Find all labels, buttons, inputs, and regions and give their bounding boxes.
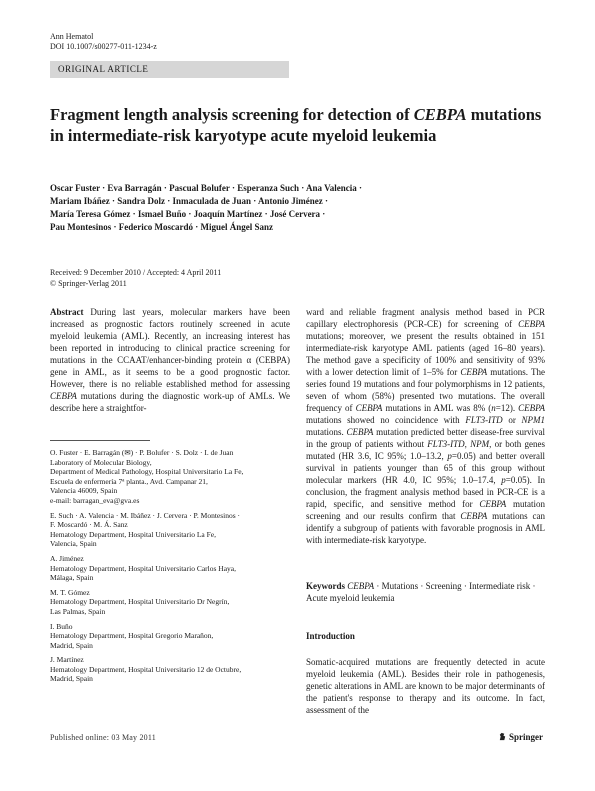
affiliation-line: e-mail: barragan_eva@gva.es [50,495,140,505]
affiliation-entry [50,511,290,549]
affiliation-line: Málaga, Spain [50,573,94,583]
affiliation-entry [50,588,290,617]
received-accepted: Received: 9 December 2010 / Accepted: 4 April 2011 [50,268,222,277]
affiliations [50,448,290,689]
publisher-name: Springer [509,732,544,742]
affiliation-line: Hematology Department, Hospital Universitario Dr Negrín, [50,597,230,607]
section-tag: ORIGINAL ARTICLE [50,61,289,78]
springer-horse-icon [498,732,507,741]
affiliation-line: Escuela de enfermería 7ª planta., Avd. Campanar 21, [50,476,208,486]
affiliation-line: Hematology Department, Hospital Gregorio Marañon, [50,631,214,641]
published-online: Published online: 03 May 2011 [50,733,156,742]
introduction-text: Somatic-acquired mutations are frequently detected in acute myeloid leukemia (AML). Besides their role in pathogenesis, genetic alterations in AML are known to be major determinants of the patient's response to therapy and its outcome. In fact, assessment of the [306,657,545,715]
publisher-logo [498,732,543,742]
affiliation-entry [50,554,290,583]
article-title [50,104,550,146]
author-list [50,182,550,234]
doi: DOI 10.1007/s00277-011-1234-z [50,42,157,51]
affiliation-line: I. Buño [50,621,73,631]
affiliation-line: Madrid, Spain [50,640,93,650]
author-line: Pau Montesinos · Federico Moscardó · Miguel Ángel Sanz [50,222,273,232]
affiliation-line: J. Martínez [50,655,84,665]
affiliation-line: A. Jiménez [50,553,84,563]
abstract-right: ward and reliable fragment analysis method based in PCR capillary electrophoresis (PCR-CE) for screening of CEBPA mutations; moreover, we present the results obtained in 151 intermediate-risk karyotype AML patients (aged 16–80 years). The method gave a specificity of 100% and sensitivity of 93% with a lower detection limit of 1–5% for CEBPA mutations. The series found 19 mutations and four polymorphisms in 12 patients, seven of whom (58%) presented two mutations. The overall frequency of CEBPA mutations in AML was 8% (n=12). CEBPA mutations showed no coincidence with FLT3-ITD or NPM1 mutations. CEBPA mutation predicted better disease-free survival in the group of patients without FLT3-ITD, NPM, or both genes mutated (HR 3.6, IC 95%; 1.0–13.2, p=0.05) and better overall survival in patients younger than 65 of this group without molecular markers (HR 4.0, IC 95%; 1.0–17.4, p=0.05). In conclusion, the fragment analysis method based in PCR-CE is a rapid, specific, and sensitive method for CEBPA mutation screening and our results confirm that CEBPA mutations can identify a subgroup of patients with favorable prognosis in AML with intermediate-risk karyotype. [306,307,546,545]
title-gene: CEBPA [413,105,467,124]
introduction-heading: Introduction [306,631,355,641]
abstract-heading: Abstract [50,307,84,317]
affiliation-line: Laboratory of Molecular Biology, [50,457,152,467]
affiliation-line: Madrid, Spain [50,674,93,684]
affiliation-entry [50,448,290,506]
affiliation-line: F. Moscardó · M. Á. Sanz [50,520,128,530]
title-text-2: mutations in intermediate-risk karyotype acute myeloid leukemia [50,105,542,145]
affiliation-line: E. Such · A. Valencia · M. Ibáñez · J. Cervera · P. Montesinos · [50,510,241,520]
affiliation-line: Hematology Department, Hospital Universitario 12 de Octubre, [50,664,242,674]
affiliation-line: O. Fuster · E. Barragán (✉) · P. Bolufer · S. Dolz · I. de Juan [50,448,234,457]
footnote-divider [50,440,150,441]
affiliation-line: Valencia, Spain [50,539,97,549]
abstract-left: Abstract During last years, molecular markers have been increased as prognostic factors routinely screened in acute myeloid leukemia (AML). Recently, an increasing interest has been reported in introducing to clinical practice screening for mutations in the CCAAT/enhancer-binding protein α (CEBPA) gene in AML, as it seems to be a good prognostic factor. However, there is no reliable established method for assessing CEBPA mutations during the diagnostic work-up of AMLs. We describe here a straightfor- [50,307,290,413]
author-line: Mariam Ibáñez · Sandra Dolz · Inmaculada de Juan · Antonio Jiménez · [50,196,329,206]
article-dates [50,267,221,289]
affiliation-line: M. T. Gómez [50,587,90,597]
author-line: María Teresa Gómez · Ismael Buño · Joaquín Martínez · José Cervera · [50,209,326,219]
affiliation-entry [50,655,290,684]
journal-name: Ann Hematol [50,32,94,41]
copyright: © Springer-Verlag 2011 [50,279,127,288]
journal-header [50,32,157,52]
affiliation-entry [50,622,290,651]
affiliation-line: Valencia 46009, Spain [50,486,118,496]
author-line: Oscar Fuster · Eva Barragán · Pascual Bolufer · Esperanza Such · Ana Valencia · [50,183,363,193]
affiliation-line: Hematology Department, Hospital Universitario Carlos Haya, [50,563,236,573]
affiliation-line: Department of Medical Pathology, Hospital Universitario La Fe, [50,467,244,477]
affiliation-line: Las Palmas, Spain [50,606,106,616]
keywords-heading: Keywords [306,581,345,591]
keywords: Keywords CEBPA · Mutations · Screening · Intermediate risk · Acute myeloid leukemia [306,581,536,603]
title-text-1: Fragment length analysis screening for detection of [50,105,414,124]
affiliation-line: Hematology Department, Hospital Universitario La Fe, [50,529,216,539]
